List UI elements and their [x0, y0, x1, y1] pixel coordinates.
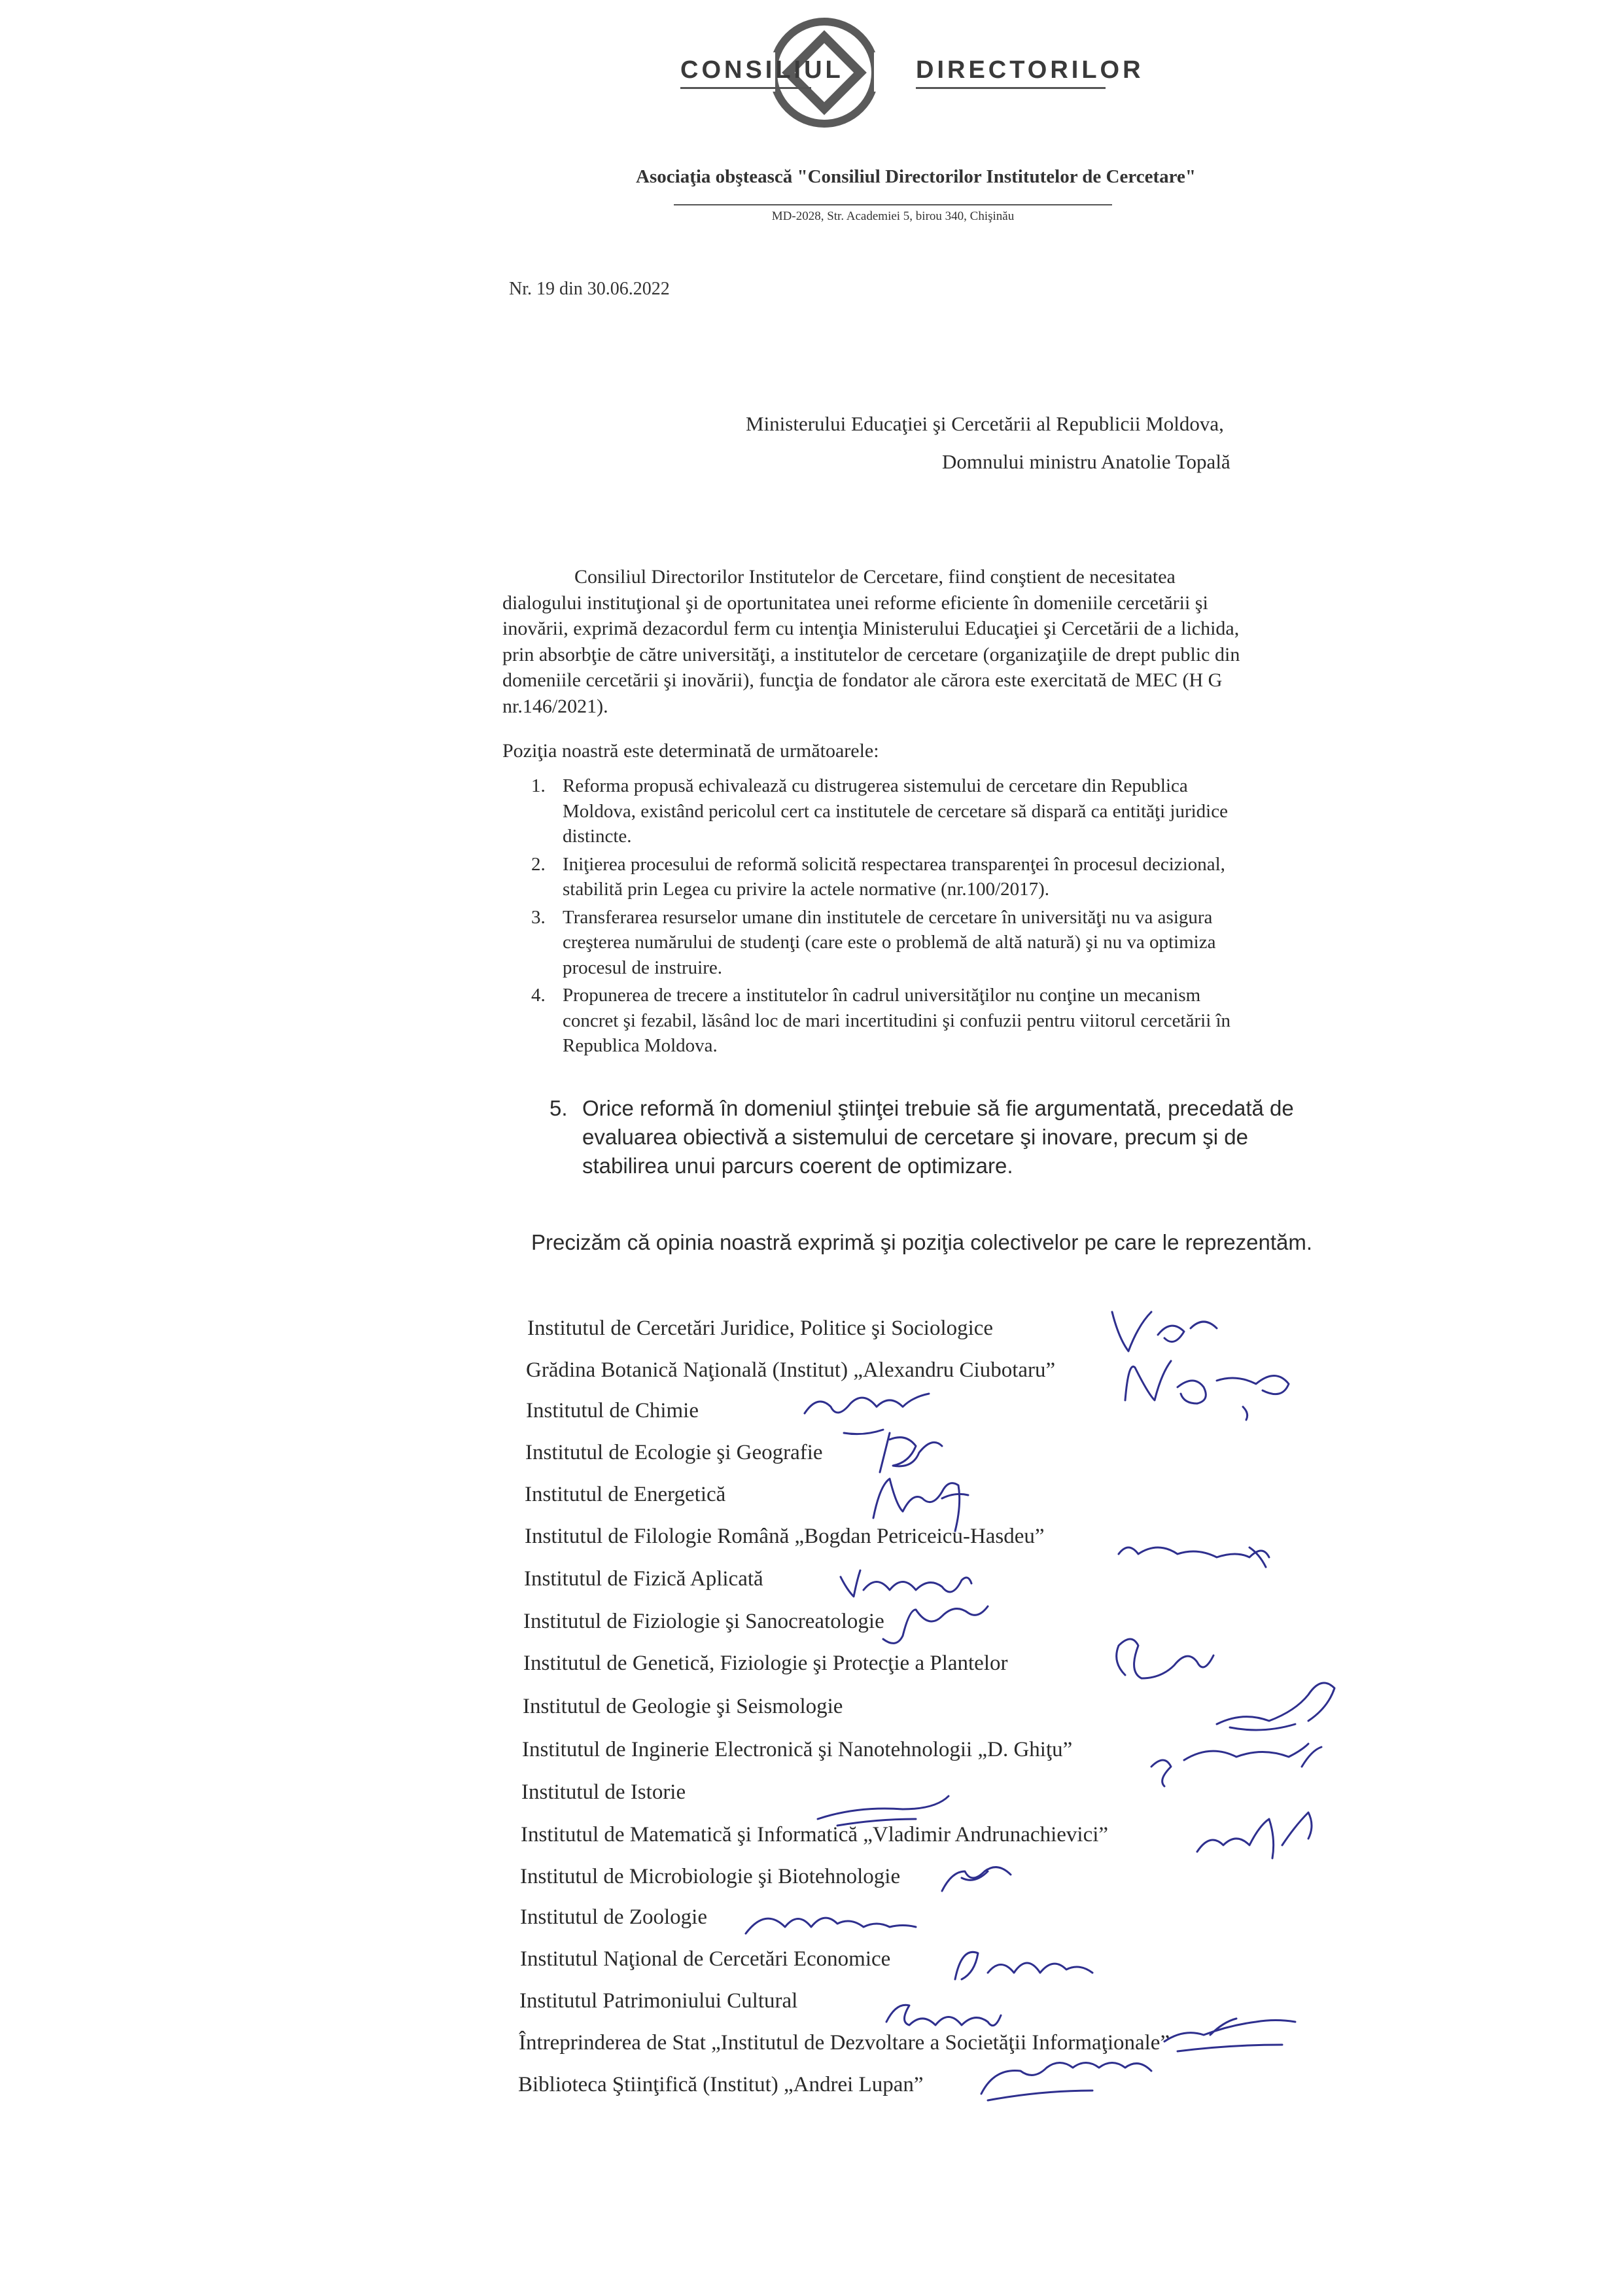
signature: [883, 1606, 988, 1643]
signature: [942, 1867, 1011, 1891]
letterhead-left-word: CONSILIUL: [680, 56, 844, 84]
signature: [1217, 1683, 1335, 1730]
signature: [1119, 1547, 1269, 1567]
point-text: Orice reformă în domeniul ştiinţei trebuie să fie argumentată, precedată de evaluarea obiectivă a sistemului de cercetare şi inovare, precum şi de stabilirea unui parcurs coerent de optimizare.: [582, 1096, 1294, 1178]
institution-name: Institutul de Zoologie: [520, 1905, 707, 1929]
signature: [955, 1952, 1092, 1979]
list-item: [531, 773, 1256, 849]
point-number: 3.: [531, 906, 546, 928]
intro-paragraph: Consiliul Directorilor Institutelor de Cercetare, fiind conştient de necesitatea dialogului instituţional şi de oportunitatea unei reforme eficiente în domeniile cercetării şi inovării, exprimă dezacordul ferm cu intenţia Ministerului Educaţiei şi Cercetării de a lichida, prin absorbţie de către universităţi, a institutelor de cercetare (organizaţiile de drept public din domeniile cercetării şi inovării), funcţia de fondator ale cărora este exercitată de MEC (H G nr.146/2021).: [502, 566, 1240, 717]
signature: [1125, 1361, 1289, 1404]
document-number: Nr. 19 din 30.06.2022: [509, 279, 670, 299]
institution-name: Institutul de Cercetări Juridice, Politice şi Sociologice: [527, 1316, 994, 1340]
signature: [746, 1918, 916, 1934]
institution-name: Grădina Botanică Naţională (Institut) „Alexandru Ciubotaru”: [526, 1358, 1056, 1382]
signature: [818, 1796, 949, 1826]
signature: [886, 2005, 1001, 2025]
signature: [873, 1479, 968, 1531]
institution-name: Institutul de Ecologie şi Geografie: [525, 1441, 823, 1464]
point-number: 1.: [531, 775, 546, 796]
points-list: [531, 773, 1256, 1061]
institution-name: Institutul de Genetică, Fiziologie şi Protecţie a Plantelor: [523, 1651, 1008, 1675]
signature: [981, 2063, 1151, 2101]
point-number: 5.: [550, 1096, 568, 1120]
point-number: 4.: [531, 985, 546, 1006]
point-number: 2.: [531, 853, 546, 875]
institution-name: Institutul de Fizică Aplicată: [524, 1567, 763, 1591]
list-item: [531, 852, 1256, 902]
position-intro: Poziţia noastră este determinată de următoarele:: [502, 740, 879, 762]
letterhead-rule-left: [680, 87, 811, 89]
letterhead-rule-right: [916, 87, 1106, 89]
point-text: Transferarea resurselor umane din institutele de cercetare în universităţi nu va asigura creşterea numărului de studenţi (care este o problemă de altă natură) şi nu va optimiza procesul de instruire.: [563, 906, 1216, 978]
signature: [1164, 2019, 1295, 2051]
recipient-minister: Domnului ministru Anatolie Topală: [942, 450, 1230, 473]
institution-name: Institutul de Inginerie Electronică şi Nanotehnologii „D. Ghiţu”: [522, 1738, 1073, 1761]
institution-name: Institutul de Microbiologie şi Biotehnologie: [520, 1865, 901, 1888]
closing-statement: Precizăm că opinia noastră exprimă şi poziţia colectivelor pe care le reprezentăm.: [531, 1230, 1313, 1254]
institution-name: Institutul de Matematică şi Informatică „Vladimir Andrunachievici”: [521, 1823, 1109, 1846]
point-text: Reforma propusă echivalează cu distrugerea sistemului de cercetare din Republica Moldova, existând pericolul cert ca institutele de cercetare să dispară ca entităţi juridice distincte.: [563, 775, 1228, 847]
point-text: Iniţierea procesului de reformă solicită respectarea transparenţei în procesul decizional, stabilită prin Legea cu privire la actele normative (nr.100/2017).: [563, 853, 1225, 900]
recipient-ministry: Ministerului Educaţiei şi Cercetării al Republicii Moldova,: [746, 412, 1224, 435]
signature: [1243, 1407, 1248, 1420]
institution-name: Institutul de Fiziologie şi Sanocreatologie: [523, 1610, 884, 1633]
institution-name: Institutul de Energetică: [525, 1483, 726, 1506]
institution-name: Întreprinderea de Stat „Institutul de Dezvoltare a Societăţii Informaţionale”: [519, 2031, 1170, 2055]
institution-name: Institutul de Geologie şi Seismologie: [523, 1695, 843, 1718]
point-five: [550, 1094, 1321, 1180]
list-item: [531, 983, 1256, 1059]
institution-name: Institutul de Filologie Română „Bogdan Petriceicu-Hasdeu”: [525, 1525, 1045, 1548]
signature: [1151, 1744, 1321, 1786]
signature: [841, 1570, 971, 1597]
signature: [1117, 1639, 1213, 1678]
signature: [1197, 1812, 1312, 1858]
institution-name: Institutul Patrimoniului Cultural: [519, 1989, 798, 2013]
signature: [805, 1394, 929, 1434]
address-rule: [674, 204, 1112, 205]
institution-name: Institutul de Chimie: [526, 1399, 699, 1422]
association-address: MD-2028, Str. Academiei 5, birou 340, Chişinău: [771, 209, 1015, 223]
institution-name: Biblioteca Ştiinţifică (Institut) „Andrei Lupan”: [518, 2073, 924, 2096]
list-item: [531, 905, 1256, 981]
association-name: Asociaţia obştească "Consiliul Directorilor Institutelor de Cercetare": [636, 166, 1196, 187]
institution-name: Institutul de Istorie: [521, 1780, 686, 1804]
letterhead-right-word: DIRECTORILOR: [916, 56, 1144, 84]
signature: [880, 1433, 942, 1472]
point-text: Propunerea de trecere a institutelor în cadrul universităţilor nu conţine un mecanism concret şi fezabil, lăsând loc de mari incertitudini şi confuzii pentru viitorul cercetării în Republica Moldova.: [563, 985, 1231, 1056]
signature: [1112, 1312, 1217, 1351]
institution-name: Institutul Naţional de Cercetări Economice: [520, 1947, 891, 1971]
